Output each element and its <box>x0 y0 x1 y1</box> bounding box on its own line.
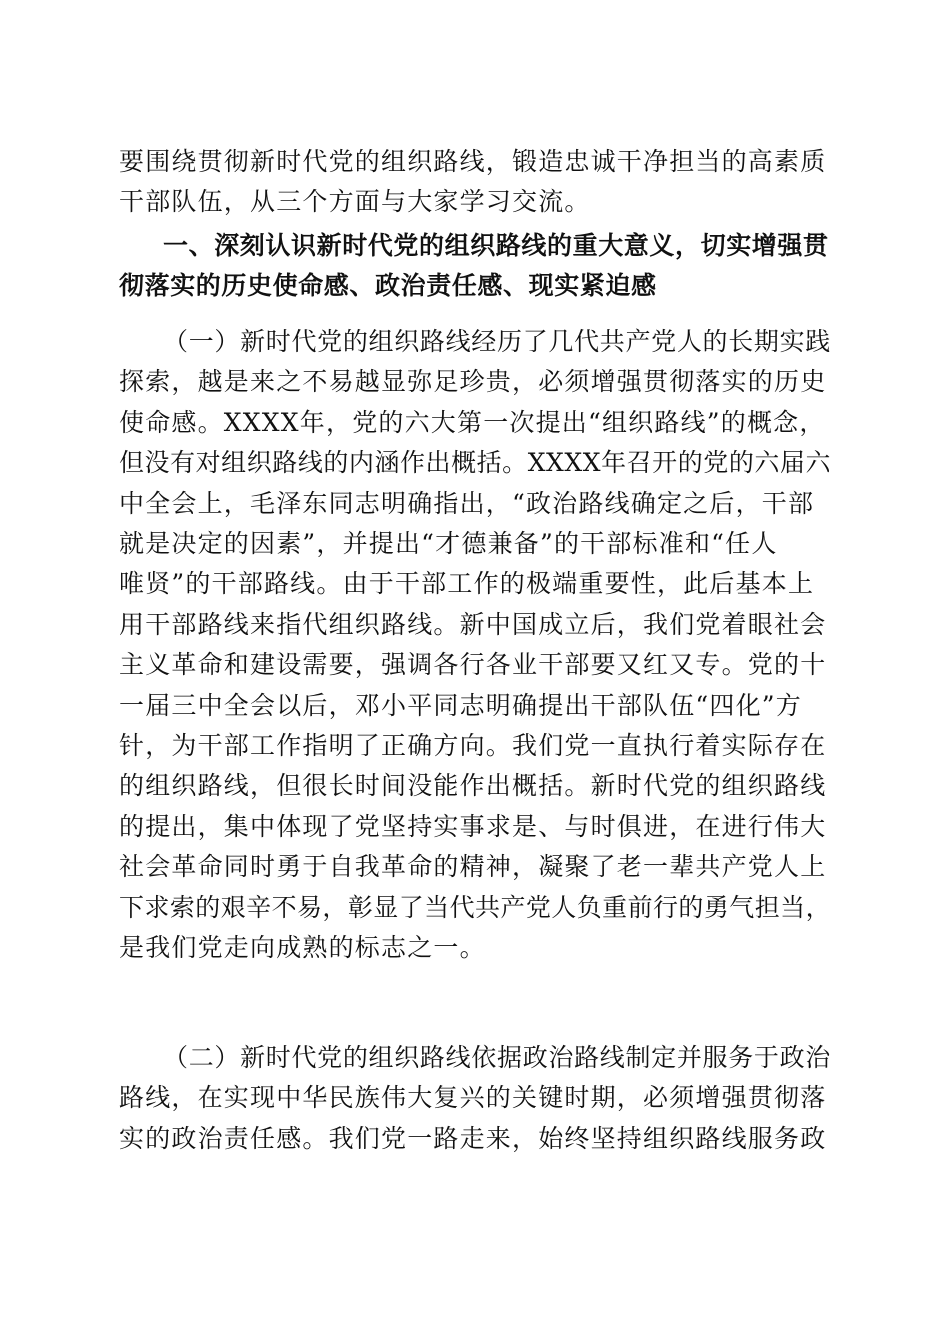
text-line: 使命感。XXXX年，党的六大第一次提出“组织路线”的概念， <box>119 407 826 437</box>
text-line: 主义革命和建设需要，强调各行各业干部要又红又专。党的十 <box>119 650 827 680</box>
text-line: （二）新时代党的组织路线依据政治路线制定并服务于政治 <box>163 1043 831 1072</box>
section-heading <box>119 226 831 307</box>
text-line: 但没有对组织路线的内涵作出概括。XXXX年召开的党的六届六 <box>119 448 831 478</box>
text-line: 针，为干部工作指明了正确方向。我们党一直执行着实际存在 <box>119 731 827 761</box>
body-paragraph-2 <box>119 1038 831 1159</box>
text-line: 唯贤”的干部路线。由于干部工作的极端重要性，此后基本上 <box>119 569 815 599</box>
heading-line: 一、深刻认识新时代党的组织路线的重大意义，切实增强贯 <box>163 231 829 260</box>
text-line: 社会革命同时勇于自我革命的精神，凝聚了老一辈共产党人上 <box>119 852 827 882</box>
text-line: 就是决定的因素”，并提出“才德兼备”的干部标准和“任人 <box>119 529 778 559</box>
text-line: 要围绕贯彻新时代党的组织路线，锻造忠诚干净担当的高素质 <box>119 147 827 176</box>
text-line: 一届三中全会以后，邓小平同志明确提出干部队伍“四化”方 <box>119 690 802 720</box>
text-line: 中全会上，毛泽东同志明确指出，“政治路线确定之后，干部 <box>119 488 815 518</box>
text-line: 的组织路线，但很长时间没能作出概括。新时代党的组织路线 <box>119 771 827 801</box>
text-line: 探索，越是来之不易越显弥足珍贵，必须增强贯彻落实的历史 <box>119 367 827 397</box>
text-line: 用干部路线来指代组织路线。新中国成立后，我们党着眼社会 <box>119 609 827 639</box>
text-line: 下求索的艰辛不易，彰显了当代共产党人负重前行的勇气担当， <box>119 892 831 922</box>
text-line: 干部队伍，从三个方面与大家学习交流。 <box>119 187 591 217</box>
text-line: 路线，在实现中华民族伟大复兴的关键时期，必须增强贯彻落 <box>119 1083 827 1113</box>
heading-line: 彻落实的历史使命感、政治责任感、现实紧迫感 <box>119 271 657 301</box>
intro-paragraph <box>119 142 831 223</box>
body-paragraph-1 <box>119 322 831 969</box>
text-line: （一）新时代党的组织路线经历了几代共产党人的长期实践 <box>163 327 831 356</box>
text-line: 实的政治责任感。我们党一路走来，始终坚持组织路线服务政 <box>119 1123 827 1153</box>
text-line: 是我们党走向成熟的标志之一。 <box>119 933 486 963</box>
text-line: 的提出，集中体现了党坚持实事求是、与时俱进，在进行伟大 <box>119 811 827 841</box>
